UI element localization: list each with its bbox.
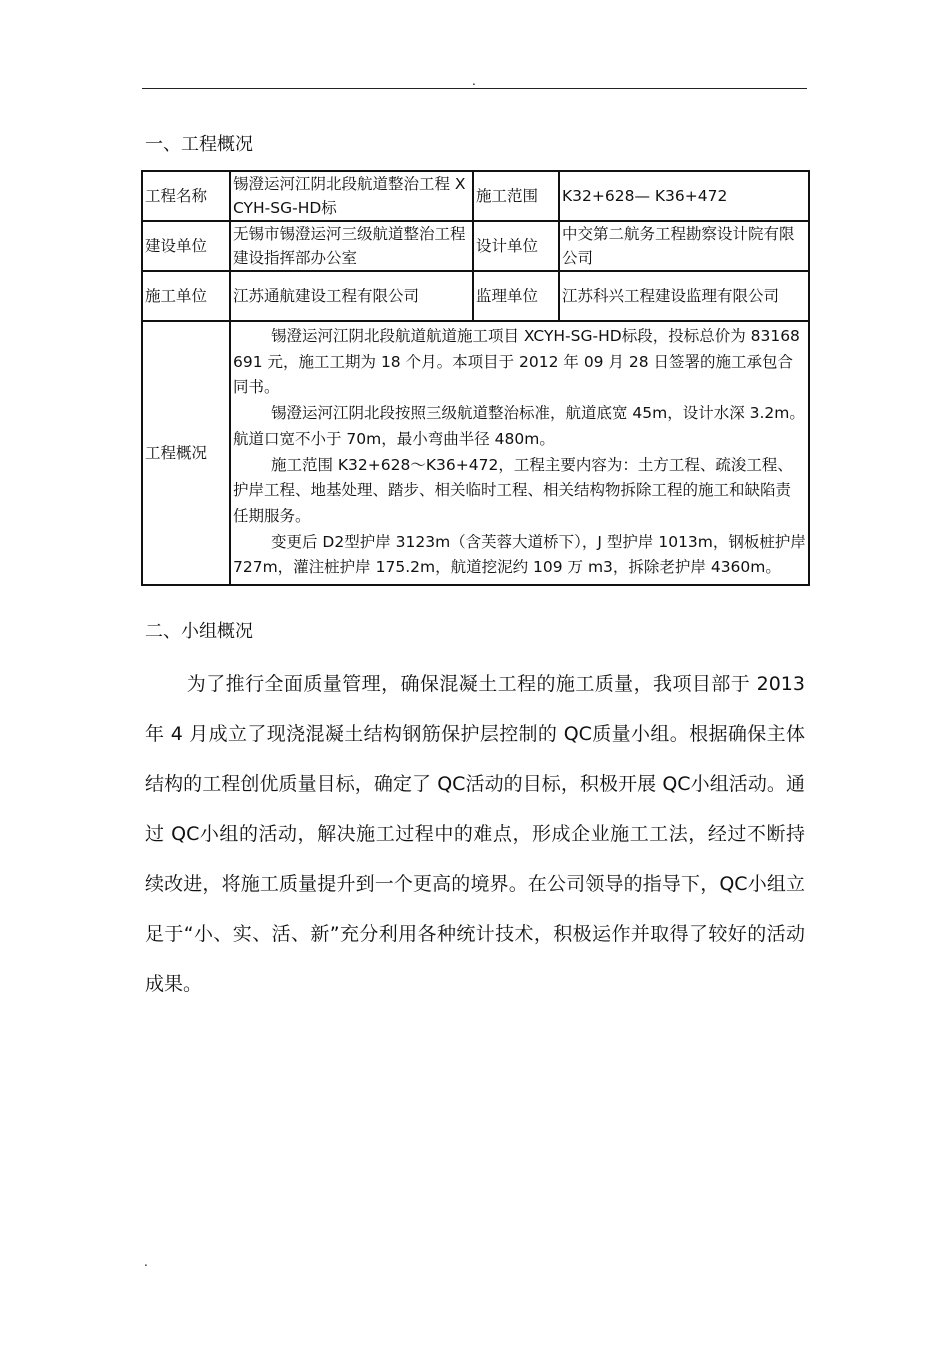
table-row <box>142 221 809 271</box>
footer-dot: . <box>144 1255 148 1269</box>
label-supervisor: 监理单位 <box>473 271 559 321</box>
table-row <box>142 271 809 321</box>
value-project-summary <box>230 321 809 585</box>
value-construction-scope: K32+628— K36+472 <box>559 171 809 221</box>
summary-paragraph: 锡澄运河江阴北段航道航道施工项目 XCYH-SG-HD标段，投标总价为 83168691 元，施工工期为 18 个月。本项目于 2012 年 09 月 28 日签署的施工承包合同书。 <box>233 327 800 397</box>
label-project-summary: 工程概况 <box>142 321 230 585</box>
group-overview-paragraph: 为了推行全面质量管理，确保混凝土工程的施工质量，我项目部于 2013 年 4 月成立了现浇混凝土结构钢筋保护层控制的 QC质量小组。根据确保主体结构的工程创优质量目标，确定了 QC活动的目标，积极开展 QC小组活动。通过 QC小组的活动，解决施工过程中的难点，形成企业施工工法，经过不断持续改进，将施工质量提升到一个更高的境界。在公司领导的指导下，QC小组立足于“小、实、活、新”充分利用各种统计技术，积极运作并取得了较好的活动成果。 <box>145 673 805 995</box>
section-title-group-overview: 二、小组概况 <box>145 621 253 642</box>
table-row <box>142 321 809 585</box>
value-contractor: 江苏通航建设工程有限公司 <box>230 271 473 321</box>
header-rule <box>142 88 807 89</box>
header-dot: . <box>472 74 476 88</box>
summary-paragraph: 变更后 D2型护岸 3123m（含芙蓉大道桥下），J 型护岸 1013m，钢板桩护岸 727m，灌注桩护岸 175.2m，航道挖泥约 109 万 m3，拆除老护岸 4360m。 <box>233 532 806 577</box>
value-owner-unit: 无锡市锡澄运河三级航道整治工程建设指挥部办公室 <box>230 221 473 271</box>
table-row <box>142 171 809 221</box>
label-design-unit: 设计单位 <box>473 221 559 271</box>
section-title-project-overview: 一、工程概况 <box>145 134 253 155</box>
summary-paragraph: 锡澄运河江阴北段按照三级航道整治标准，航道底宽 45m，设计水深 3.2m。航道口宽不小于 70m，最小弯曲半径 480m。 <box>233 404 805 448</box>
label-owner-unit: 建设单位 <box>142 221 230 271</box>
summary-paragraph: 施工范围 K32+628～K36+472，工程主要内容为：土方工程、疏浚工程、护岸工程、地基处理、踏步、相关临时工程、相关结构物拆除工程的施工和缺陷责任期服务。 <box>233 455 793 525</box>
label-construction-scope: 施工范围 <box>473 171 559 221</box>
value-project-name: 锡澄运河江阴北段航道整治工程 XCYH-SG-HD标 <box>230 171 473 221</box>
label-project-name: 工程名称 <box>142 171 230 221</box>
value-design-unit: 中交第二航务工程勘察设计院有限公司 <box>559 221 809 271</box>
label-contractor: 施工单位 <box>142 271 230 321</box>
project-info-table <box>141 170 810 586</box>
value-supervisor: 江苏科兴工程建设监理有限公司 <box>559 271 809 321</box>
